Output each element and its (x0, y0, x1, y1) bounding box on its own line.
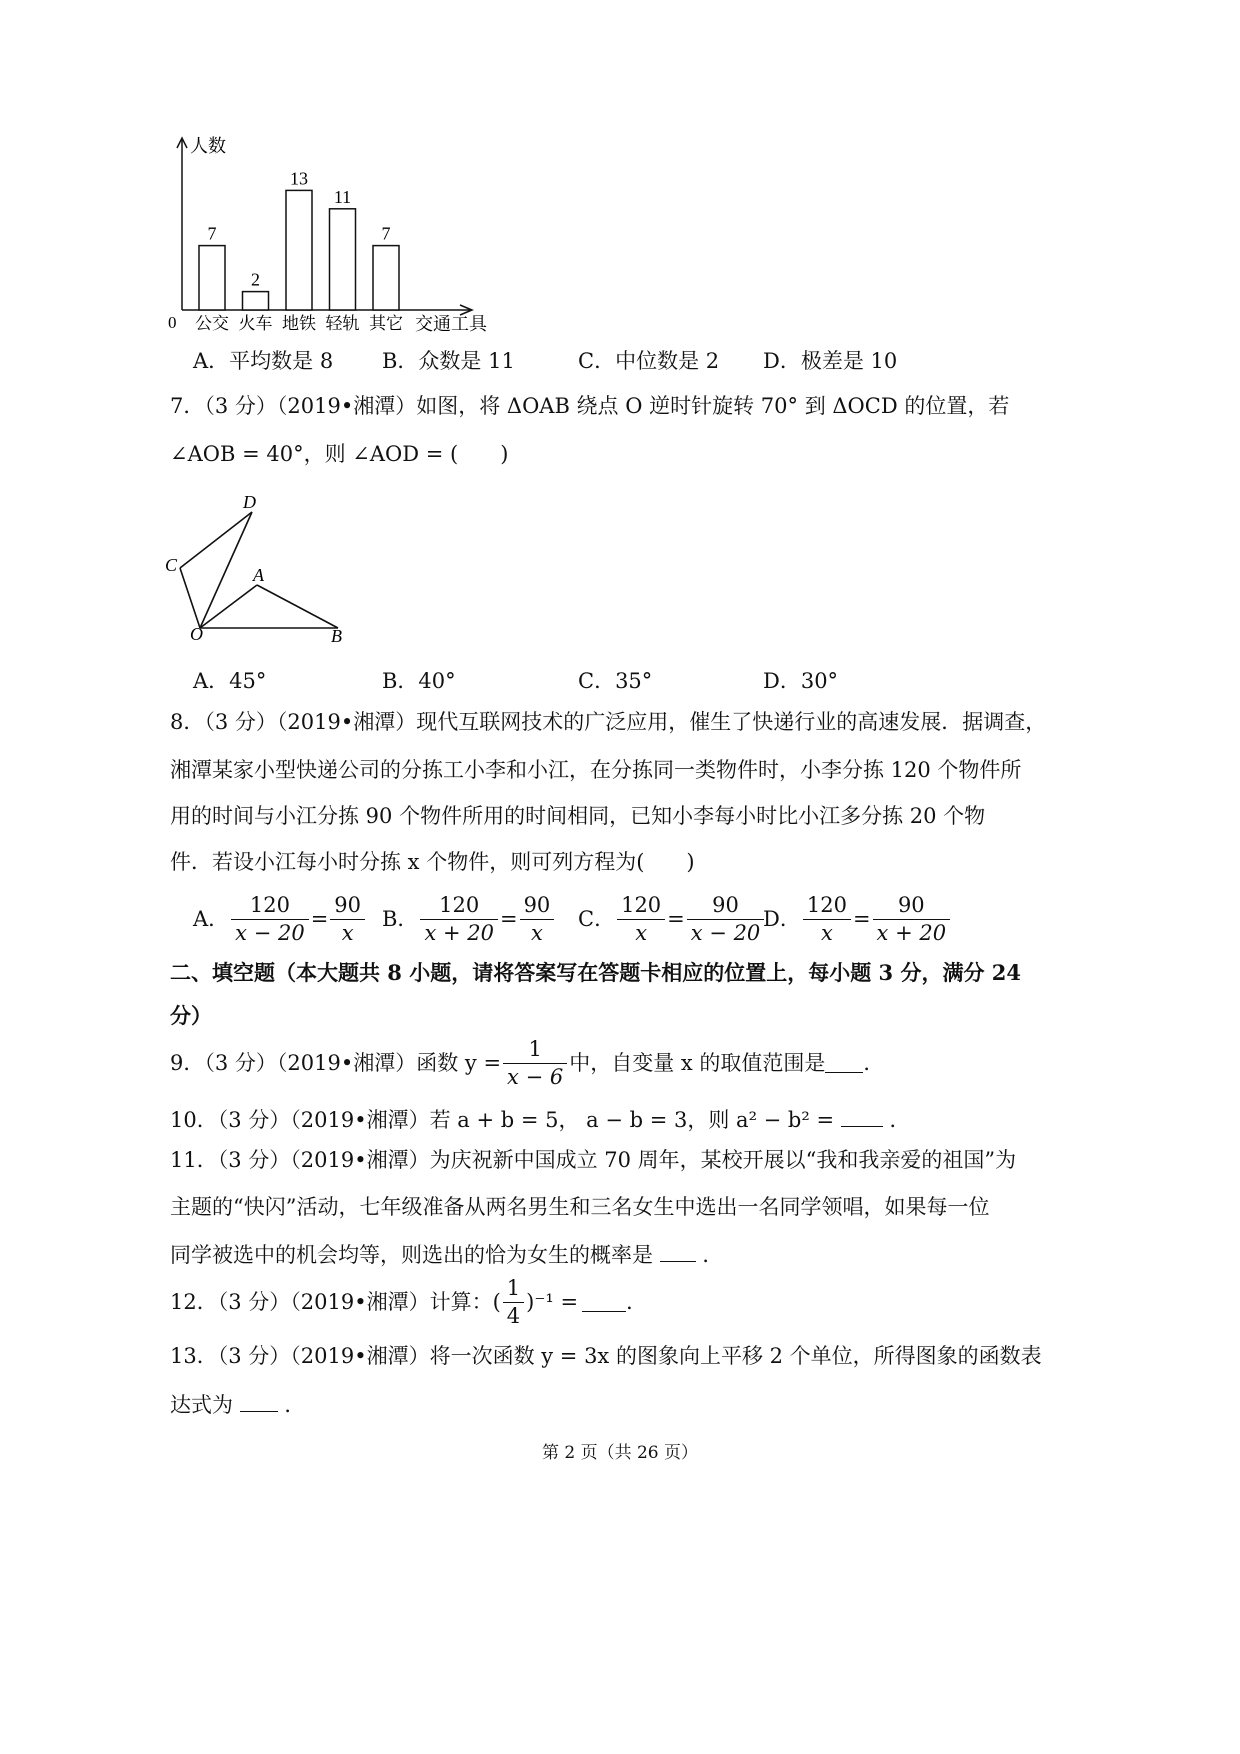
tick-label-1: 火车 (238, 314, 273, 333)
q8-option-c[interactable]: C． $\frac{120}{x}$ = $\frac{90}{x - 20}$ (578, 895, 766, 944)
bar-0 (199, 246, 225, 310)
q8-text-line2: 湘潭某家小型快递公司的分拣工小李和小江，在分拣同一类物件时，小李分拣 120 个物件所 (170, 758, 1022, 782)
q8-option-a[interactable]: A． $\frac{120}{x - 20}$ = $\frac{90}{x}$ (193, 895, 367, 944)
q13-text-line2: 达式为 ． (170, 1393, 306, 1417)
section-header-line1: 二、填空题（本大题共 8 小题，请将答案写在答题卡相应的位置上，每小题 3 分，满分 24 (170, 960, 1021, 985)
bar-3 (330, 209, 356, 310)
q7-option-a[interactable]: A．45° (193, 669, 267, 693)
q6-option-d[interactable]: D．极差是 10 (763, 349, 898, 373)
point-label-d: D (243, 492, 256, 512)
point-label-o: O (190, 624, 203, 644)
q7-text-line2: ∠AOB = 40°，则 ∠AOD = ( ) (170, 442, 509, 466)
data-label-1: 2 (251, 269, 260, 290)
data-label-0: 7 (207, 223, 217, 244)
q7-option-d[interactable]: D．30° (763, 669, 839, 693)
q10-answer-blank[interactable] (841, 1108, 883, 1127)
section-header-line2: 分） (170, 1003, 212, 1028)
data-label-2: 13 (290, 168, 308, 189)
point-label-c: C (165, 555, 178, 575)
q6-option-c[interactable]: C．中位数是 2 (578, 349, 720, 373)
q11-text-line3: 同学被选中的机会均等，则选出的恰为女生的概率是 ． (170, 1243, 724, 1267)
q7-text-line1: 7．（3 分）（2019•湘潭）如图，将 ΔOAB 绕点 O 逆时针旋转 70° 到 ΔOCD 的位置，若 (170, 394, 1010, 418)
triangle-diagram (160, 490, 360, 650)
q11-text-line2: 主题的“快闪”活动，七年级准备从两名男生和三名女生中选出一名同学领唱，如果每一位 (170, 1195, 990, 1219)
bar-4 (373, 246, 399, 310)
q11-answer-blank[interactable] (660, 1243, 696, 1262)
tick-label-2: 地铁 (282, 314, 316, 333)
tick-label-0: 公交 (195, 314, 229, 333)
bar-2 (286, 190, 312, 310)
point-label-b: B (331, 626, 342, 646)
y-axis-label: 人数 (190, 136, 226, 156)
q12-answer-blank[interactable] (582, 1293, 626, 1312)
q7-option-c[interactable]: C．35° (578, 669, 653, 693)
tick-label-3: 轻轨 (325, 314, 360, 333)
page-footer: 第 2 页（共 26 页） (541, 1443, 699, 1463)
q8-text-line3: 用的时间与小江分拣 90 个物件所用的时间相同，已知小李每小时比小江多分拣 20 个物 (170, 804, 986, 828)
x-axis-label: 交通工具 (415, 314, 487, 334)
q8-text-line1: 8．（3 分）（2019•湘潭）现代互联网技术的广泛应用，催生了快递行业的高速发展．据调查， (170, 710, 1047, 734)
q8-option-d[interactable]: D． $\frac{120}{x}$ = $\frac{90}{x + 20}$ (763, 895, 952, 944)
bar-chart (170, 132, 500, 382)
origin-label: 0 (168, 313, 177, 332)
q8-text-line4: 件．若设小江每小时分拣 x 个物件，则可列方程为( ) (170, 850, 695, 874)
data-label-4: 7 (381, 223, 391, 244)
q12: 12．（3 分）（2019•湘潭）计算：( $\frac{1}{4}$ )⁻¹ = ． (170, 1276, 648, 1328)
q11-text-line1: 11．（3 分）（2019•湘潭）为庆祝新中国成立 70 周年，某校开展以“我和我亲爱的祖国”为 (170, 1148, 1017, 1172)
q6-option-a[interactable]: A．平均数是 8 (193, 349, 334, 373)
q13-text-line1: 13．（3 分）（2019•湘潭）将一次函数 y = 3x 的图象向上平移 2 个单位，所得图象的函数表 (170, 1344, 1042, 1368)
q7-option-b[interactable]: B．40° (382, 669, 456, 693)
data-label-3: 11 (333, 186, 352, 207)
q8-option-b[interactable]: B． $\frac{120}{x + 20}$ = $\frac{90}{x}$ (382, 895, 556, 944)
q13-answer-blank[interactable] (240, 1393, 278, 1412)
bar-1 (243, 292, 269, 310)
q10: 10．（3 分）（2019•湘潭）若 a + b = 5， a − b = 3，则 a² − b² = ． (170, 1108, 911, 1132)
q9-answer-blank[interactable] (825, 1054, 863, 1073)
tick-label-4: 其它 (369, 314, 403, 333)
q6-option-b[interactable]: B．众数是 11 (382, 349, 515, 373)
point-label-a: A (253, 565, 264, 585)
q9: 9．（3 分）（2019•湘潭）函数 y = $\frac{1}{x - 6}$ 中，自变量 x 的取值范围是 ． (170, 1037, 885, 1089)
